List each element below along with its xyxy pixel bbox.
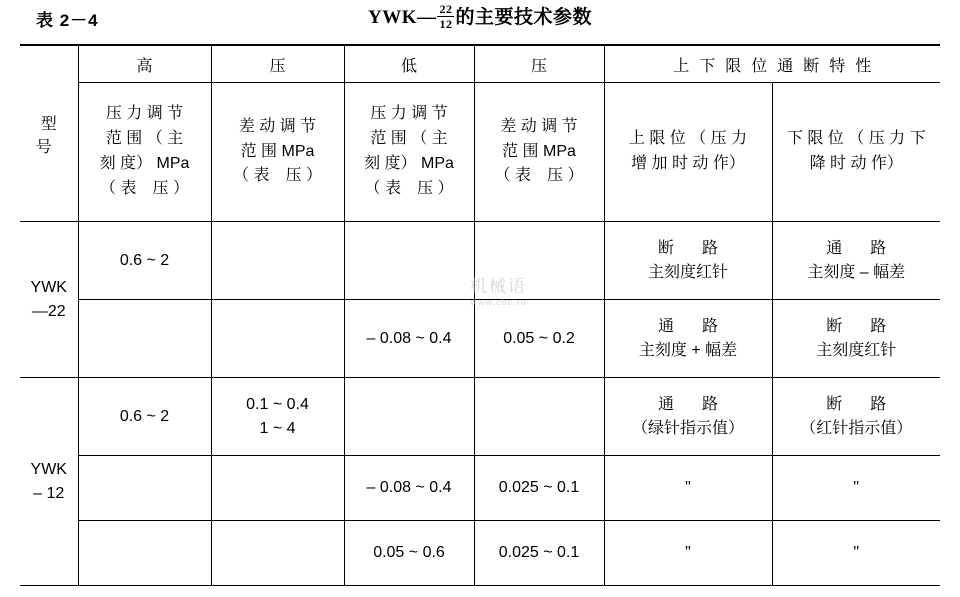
header-upper-limit [604, 83, 772, 222]
header-group-high-left: 高 [78, 45, 211, 83]
table-row [20, 378, 940, 456]
cell-hp-diff [211, 378, 344, 456]
cell-hp-range: 0.6 ~ 2 [78, 378, 211, 456]
cell-upper-limit-line2: 主刻度 + 幅差 [638, 341, 738, 359]
cell-lower-limit: " [772, 456, 940, 521]
cell-upper-limit-line1: 通 路 [657, 396, 724, 414]
header-upper-limit-line1: 上 限 位 （ 压 力 [628, 130, 748, 148]
cell-hp-diff [211, 521, 344, 586]
header-lp-diff-line2: 范 围 MPa [502, 142, 576, 160]
cell-upper-limit [604, 222, 772, 300]
watermark-sub: www.cbc.ro [470, 297, 527, 307]
table-column-header-row [20, 83, 940, 222]
header-group-limit-switch: 上下限位通断特性 [604, 45, 940, 83]
cell-lower-limit [772, 300, 940, 378]
header-hp-range-line2: 范 围 （ 主 [105, 130, 184, 148]
row-model-line1: YWK [30, 461, 67, 479]
cell-hp-diff [211, 300, 344, 378]
cell-lp-diff [474, 222, 604, 300]
cell-hp-range: 0.6 ~ 2 [78, 222, 211, 300]
table-group-header-row [20, 45, 940, 83]
header-hp-diff [211, 83, 344, 222]
header-lower-limit-line2: 降 时 动 作） [809, 155, 903, 172]
cell-lp-range [344, 378, 474, 456]
table-number: 表 2－4 [36, 11, 99, 30]
cell-lower-limit-line2: 主刻度红针 [816, 341, 897, 359]
header-upper-limit-line2: 增 加 时 动 作） [631, 155, 745, 172]
table-row [20, 300, 940, 378]
cell-upper-limit-line1: 通 路 [657, 318, 724, 336]
title-suffix: 的主要技术参数 [455, 7, 592, 28]
cell-hp-diff [211, 456, 344, 521]
cell-upper-limit-line1: 断 路 [657, 240, 724, 258]
header-group-low-left: 低 [344, 45, 474, 83]
header-lp-range-line4: （ 表 压 ） [364, 179, 454, 197]
header-lp-diff [474, 83, 604, 222]
title-fraction [437, 3, 454, 30]
cell-lower-limit [772, 222, 940, 300]
cell-hp-range [78, 456, 211, 521]
cell-lower-limit: " [772, 521, 940, 586]
document-header [0, 0, 960, 44]
table-row [20, 222, 940, 300]
spec-table [20, 44, 940, 586]
header-hp-diff-line3: （ 表 压 ） [233, 167, 322, 185]
row-model-ywk22 [20, 222, 78, 378]
title-fraction-denominator: 12 [439, 17, 453, 32]
cell-lp-range: – 0.08 ~ 0.4 [344, 300, 474, 378]
header-group-low-right: 压 [474, 45, 604, 83]
cell-lower-limit [772, 378, 940, 456]
row-model-line1: YWK [30, 279, 67, 297]
cell-lp-diff: 0.025 ~ 0.1 [474, 456, 604, 521]
cell-upper-limit: " [604, 521, 772, 586]
header-lp-range-line3: 刻 度） MPa [364, 155, 454, 172]
header-lower-limit-line1: 下 限 位 （ 压 力 下 [786, 130, 926, 148]
cell-lp-range: 0.05 ~ 0.6 [344, 521, 474, 586]
header-hp-range [78, 83, 211, 222]
page-title [0, 2, 960, 31]
header-model: 型号 [20, 45, 78, 222]
header-group-high-right: 压 [211, 45, 344, 83]
cell-upper-limit: " [604, 456, 772, 521]
cell-upper-limit [604, 300, 772, 378]
cell-lp-range [344, 222, 474, 300]
cell-lower-limit-line2: （红针指示值） [800, 419, 913, 437]
cell-upper-limit-line2: （绿针指示值） [631, 419, 744, 437]
header-hp-range-line4: （ 表 压 ） [100, 179, 189, 197]
header-lp-range-line1: 压 力 调 节 [370, 105, 448, 123]
header-hp-range-line1: 压 力 调 节 [105, 105, 184, 123]
cell-hp-range [78, 521, 211, 586]
title-fraction-numerator: 22 [439, 2, 453, 17]
header-lower-limit [772, 83, 940, 222]
row-model-ywk12 [20, 378, 78, 586]
header-lp-diff-line3: （ 表 压 ） [494, 167, 584, 185]
row-model-line2: —22 [31, 302, 66, 320]
cell-hp-diff-line1: 0.1 ~ 0.4 [246, 396, 309, 414]
header-hp-range-line3: 刻 度） MPa [99, 155, 190, 172]
cell-lp-diff: 0.05 ~ 0.2 [474, 300, 604, 378]
header-hp-diff-line2: 范 围 MPa [240, 142, 315, 160]
table-row [20, 456, 940, 521]
cell-lower-limit-line1: 通 路 [826, 240, 893, 258]
header-lp-range [344, 83, 474, 222]
row-model-line2: – 12 [33, 484, 65, 502]
cell-lp-range: – 0.08 ~ 0.4 [344, 456, 474, 521]
cell-lower-limit-line1: 断 路 [826, 396, 893, 414]
header-lp-range-line2: 范 围 （ 主 [370, 130, 448, 148]
cell-lp-diff [474, 378, 604, 456]
watermark-main: 机械语 [470, 277, 527, 296]
cell-lower-limit-line2: 主刻度 – 幅差 [807, 263, 906, 281]
header-lp-diff-line1: 差 动 调 节 [500, 117, 578, 135]
cell-upper-limit-line2: 主刻度红针 [647, 263, 728, 281]
cell-lower-limit-line1: 断 路 [826, 318, 893, 336]
cell-hp-diff [211, 222, 344, 300]
cell-lp-diff: 0.025 ~ 0.1 [474, 521, 604, 586]
table-row [20, 521, 940, 586]
header-hp-diff-line1: 差 动 调 节 [238, 117, 317, 135]
cell-hp-range [78, 300, 211, 378]
cell-hp-diff-line2: 1 ~ 4 [259, 419, 296, 437]
title-model-prefix: YWK— [367, 7, 437, 28]
cell-upper-limit [604, 378, 772, 456]
